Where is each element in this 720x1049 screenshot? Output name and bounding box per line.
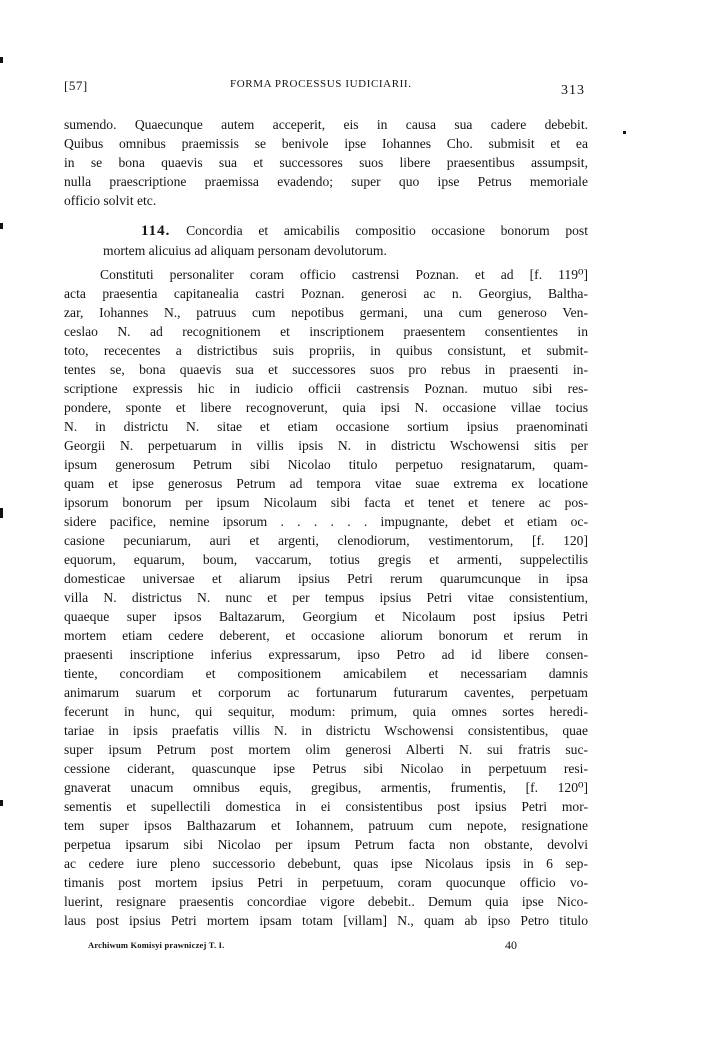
text-line: tentes se, bona quaevis sua et successores suos pro rebus in praesenti in- xyxy=(64,362,588,377)
text-line: animarum suarum et corporum ac fortunarum futurarum caventes, perpetuam xyxy=(64,685,588,700)
scan-mark xyxy=(0,800,3,806)
text-line: tariae in ipsis praefatis villis N. in districtu Wschowensi consistentibus, quae xyxy=(64,723,588,738)
scan-mark xyxy=(0,57,3,63)
text-line: scriptione expressis hic in iudicio officii castrensis Poznan. mutuo sibi res- xyxy=(64,381,588,396)
text-line: in se bona quaevis sua et successores suos libere praesentibus assumpsit, xyxy=(64,155,588,170)
text-line: fecerunt in hunc, qui sequitur, modum: primum, quia omnes sortes heredi- xyxy=(64,704,588,719)
text-line: sementis et supellectili domestica in ei consistentibus post ipsius Petri mor- xyxy=(64,799,588,814)
text-line: sidere pacifice, nemine ipsorum . . . . . . impugnante, debet et etiam oc- xyxy=(64,514,588,529)
text-line: timanis post mortem ipsius Petri in perpetuum, coram quocunque officio vo- xyxy=(64,875,588,890)
text-line: toto, rececentes a districtibus suis propriis, in quibus consistunt, et submit- xyxy=(64,343,588,358)
text-line: luerint, resignare praesentis concordiae vigore debebit.. Demum quia ipse Nico- xyxy=(64,894,588,909)
text-line: officio solvit etc. xyxy=(64,193,157,208)
text-line: gnaverat unacum omnibus equis, gregibus, armentis, frumentis, [f. 120⁰] xyxy=(64,780,588,795)
page-footer xyxy=(88,940,528,956)
page-bracket-number: [57] xyxy=(64,78,88,93)
text-line: casione pecuniarum, auri et argenti, clenodiorum, vestimentorum, [f. 120] xyxy=(64,533,588,548)
page-number: 313 xyxy=(561,83,585,98)
text-line: praesenti inscriptione inferius expressarum, ipso Petro ad id libere consen- xyxy=(64,647,588,662)
text-line: pondere, sponte et libere recognoverunt, quia ipsi N. occasione villae tocius xyxy=(64,400,588,415)
text-line: laus post ipsius Petri mortem ipsam totam [villam] N., quam ab ipso Petro titulo xyxy=(64,913,588,928)
text-line: super ipsum Petrum post mortem olim generosi Alberti N. sui fratris suc- xyxy=(64,742,588,757)
text-line: quaeque super ipsos Baltazarum, Georgium et Nicolaum post ipsius Petri xyxy=(64,609,588,624)
scan-mark xyxy=(0,508,3,518)
text-line: cessione ciderant, quascunque ipse Petrus sibi Nicolao in perpetuum resi- xyxy=(64,761,588,776)
section-heading-line xyxy=(141,221,588,241)
text-line: ceslao N. ad recognitionem et inscriptionem praesentem consentientes in xyxy=(64,324,588,339)
text-line: N. in districtu N. sitae et etiam occasione sortium ipsius praenominati xyxy=(64,419,588,434)
text-line: zar, Iohannes N., patruus cum nepotibus germani, una cum generoso Ven- xyxy=(64,305,588,320)
running-title: FORMA PROCESSUS IUDICIARII. xyxy=(230,78,412,90)
scan-mark xyxy=(0,223,3,229)
text-line: ipsorum bonorum per ipsum Nicolaum sibi facta et tenet et tenere ac pos- xyxy=(64,495,588,510)
signature-number: 40 xyxy=(505,938,517,952)
text-line: perpetua ipsarum sibi Nicolao per ipsum Petrum facta non obstante, devolvi xyxy=(64,837,588,852)
scan-mark xyxy=(623,131,626,134)
section-number: 114. xyxy=(141,223,171,239)
text-line: ac cedere iure pleno successorio debebunt, quas ipse Nicolaus ipsis in 6 sep- xyxy=(64,856,588,871)
text-line: ipsum generosum Petrum sibi Nicolao titulo perpetuo resignatarum, quam- xyxy=(64,457,588,472)
text-line: domesticae universae et aliarum ipsius Petri rerum quarumcunque in ipsa xyxy=(64,571,588,586)
text-line: Quibus omnibus praemissis se benivole ipse Iohannes Cho. submisit et ea xyxy=(64,136,588,151)
text-line: tiente, concordiam et compositionem amicabilem et necessariam damnis xyxy=(64,666,588,681)
text-line: Constituti personaliter coram officio castrensi Poznan. et ad [f. 119⁰] xyxy=(100,267,588,282)
signature-line: Archiwum Komisyi prawniczej T. I. xyxy=(88,940,225,950)
text-line: mortem etiam cedere deberent, et occasione aliorum bonorum et rerum in xyxy=(64,628,588,643)
text-line: equorum, equarum, boum, vaccarum, totius gregis et armenti, suppelectilis xyxy=(64,552,588,567)
text-line: villa N. districtus N. nunc et per tempus ipsius Petri vitae consistentium, xyxy=(64,590,588,605)
text-line: quam et ipse generosus Petrum ad tempora vitae suae extrema ex locatione xyxy=(64,476,588,491)
text-line: sumendo. Quaecunque autem acceperit, eis in causa sua cadere debebit. xyxy=(64,117,588,132)
text-line: nulla praescriptione praemissa evadendo; super quo ipse Petrus memoriale xyxy=(64,174,588,189)
section-title-part: Concordia et amicabilis compositio occasione bonorum post xyxy=(186,223,588,238)
section-heading-line: mortem alicuius ad aliquam personam devolutorum. xyxy=(103,243,387,258)
text-line: tem super ipsos Balthazarum et Iohannem, patruum cum nepote, resignatione xyxy=(64,818,588,833)
text-line: Georgii N. perpetuarum in villis ipsis N. in districtu Wschowensi sitis per xyxy=(64,438,588,453)
text-line: acta praesentia capitanealia castri Poznan. generosi ac n. Georgius, Baltha- xyxy=(64,286,588,301)
